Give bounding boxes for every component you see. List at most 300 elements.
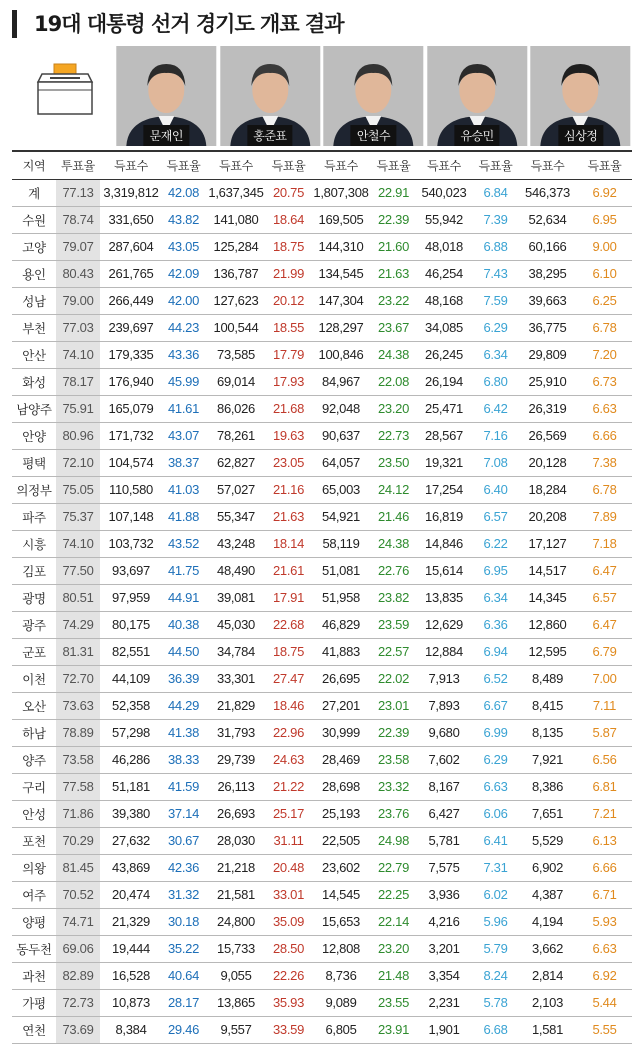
table-cell: 80.96 — [56, 422, 100, 449]
table-cell: 15,653 — [310, 908, 372, 935]
table-cell: 52,358 — [100, 692, 162, 719]
table-cell: 8,415 — [518, 692, 577, 719]
table-cell: 58,119 — [310, 530, 372, 557]
table-cell: 35.22 — [162, 935, 205, 962]
table-row — [12, 611, 632, 638]
table-cell: 81.45 — [56, 854, 100, 881]
table-cell: 46,829 — [310, 611, 372, 638]
table-cell: 42.09 — [162, 260, 205, 287]
table-cell: 41.75 — [162, 557, 205, 584]
table-cell: 1,901 — [415, 1016, 473, 1043]
table-row — [12, 719, 632, 746]
table-cell: 75.37 — [56, 503, 100, 530]
table-row — [12, 260, 632, 287]
table-cell: 86,026 — [205, 395, 267, 422]
table-cell: 2,814 — [518, 962, 577, 989]
table-cell: 77.58 — [56, 773, 100, 800]
table-cell: 48,018 — [415, 233, 473, 260]
table-cell: 6.92 — [577, 962, 632, 989]
table-row — [12, 530, 632, 557]
table-cell: 39,380 — [100, 800, 162, 827]
table-row — [12, 341, 632, 368]
table-row — [12, 665, 632, 692]
table-cell: 51,958 — [310, 584, 372, 611]
region-cell: 계 — [12, 179, 56, 206]
column-header: 득표율 — [162, 151, 205, 179]
table-cell: 171,732 — [100, 422, 162, 449]
table-cell: 18.46 — [267, 692, 310, 719]
table-cell: 18.64 — [267, 206, 310, 233]
region-cell: 과천 — [12, 962, 56, 989]
table-cell: 82,551 — [100, 638, 162, 665]
table-cell: 110,580 — [100, 476, 162, 503]
table-cell: 23.58 — [372, 746, 415, 773]
table-cell: 141,080 — [205, 206, 267, 233]
table-cell: 21.16 — [267, 476, 310, 503]
table-cell: 90,637 — [310, 422, 372, 449]
table-cell: 7.18 — [577, 530, 632, 557]
table-cell: 6.25 — [577, 287, 632, 314]
table-cell: 540,023 — [415, 179, 473, 206]
table-cell: 6.36 — [473, 611, 518, 638]
table-cell: 3,354 — [415, 962, 473, 989]
table-cell: 287,604 — [100, 233, 162, 260]
table-cell: 39,663 — [518, 287, 577, 314]
table-cell: 12,595 — [518, 638, 577, 665]
table-cell: 6.92 — [577, 179, 632, 206]
table-cell: 7,575 — [415, 854, 473, 881]
table-cell: 165,079 — [100, 395, 162, 422]
table-cell: 6.78 — [577, 314, 632, 341]
table-cell: 6.29 — [473, 746, 518, 773]
table-cell: 27.47 — [267, 665, 310, 692]
table-cell: 104,574 — [100, 449, 162, 476]
table-row — [12, 233, 632, 260]
table-cell: 7.20 — [577, 341, 632, 368]
table-cell: 23.50 — [372, 449, 415, 476]
table-cell: 23.20 — [372, 935, 415, 962]
candidate-name-label: 유승민 — [454, 125, 499, 146]
table-cell: 6.73 — [577, 368, 632, 395]
column-header: 투표율 — [56, 151, 100, 179]
table-cell: 75.05 — [56, 476, 100, 503]
table-cell: 14,517 — [518, 557, 577, 584]
table-cell: 1,581 — [518, 1016, 577, 1043]
table-cell: 6.06 — [473, 800, 518, 827]
table-cell: 23.82 — [372, 584, 415, 611]
table-cell: 29,809 — [518, 341, 577, 368]
table-row — [12, 422, 632, 449]
table-cell: 23.55 — [372, 989, 415, 1016]
table-cell: 6.63 — [577, 935, 632, 962]
table-cell: 74.71 — [56, 908, 100, 935]
table-cell: 12,629 — [415, 611, 473, 638]
table-cell: 5.79 — [473, 935, 518, 962]
table-row — [12, 449, 632, 476]
table-cell: 7.59 — [473, 287, 518, 314]
table-cell: 30.67 — [162, 827, 205, 854]
table-cell: 18,284 — [518, 476, 577, 503]
table-cell: 31.32 — [162, 881, 205, 908]
page-title: 19대 대통령 선거 경기도 개표 결과 — [34, 12, 344, 36]
table-cell: 26,569 — [518, 422, 577, 449]
candidate-header — [12, 44, 632, 148]
table-cell: 37.14 — [162, 800, 205, 827]
table-body — [12, 179, 632, 1043]
table-cell: 43.05 — [162, 233, 205, 260]
table-cell: 22.26 — [267, 962, 310, 989]
table-cell: 7,651 — [518, 800, 577, 827]
table-cell: 5.96 — [473, 908, 518, 935]
table-row — [12, 800, 632, 827]
table-row — [12, 827, 632, 854]
table-cell: 72.70 — [56, 665, 100, 692]
table-cell: 136,787 — [205, 260, 267, 287]
table-cell: 39,081 — [205, 584, 267, 611]
table-cell: 6.57 — [577, 584, 632, 611]
table-cell: 35.09 — [267, 908, 310, 935]
table-cell: 261,765 — [100, 260, 162, 287]
table-cell: 546,373 — [518, 179, 577, 206]
table-cell: 2,103 — [518, 989, 577, 1016]
table-header-row — [12, 151, 632, 179]
table-cell: 38.33 — [162, 746, 205, 773]
table-cell: 22.68 — [267, 611, 310, 638]
table-cell: 41.38 — [162, 719, 205, 746]
table-cell: 26,245 — [415, 341, 473, 368]
table-cell: 5.78 — [473, 989, 518, 1016]
table-cell: 45,030 — [205, 611, 267, 638]
table-cell: 6.66 — [577, 854, 632, 881]
table-cell: 41.88 — [162, 503, 205, 530]
table-cell: 7.21 — [577, 800, 632, 827]
table-cell: 6.34 — [473, 341, 518, 368]
region-cell: 화성 — [12, 368, 56, 395]
table-cell: 21.63 — [267, 503, 310, 530]
table-cell: 3,201 — [415, 935, 473, 962]
candidate-list — [114, 44, 632, 148]
table-cell: 48,490 — [205, 557, 267, 584]
table-cell: 48,168 — [415, 287, 473, 314]
table-row — [12, 314, 632, 341]
table-cell: 44.29 — [162, 692, 205, 719]
table-cell: 16,528 — [100, 962, 162, 989]
table-cell: 74.10 — [56, 530, 100, 557]
table-cell: 17.79 — [267, 341, 310, 368]
table-cell: 43,248 — [205, 530, 267, 557]
table-cell: 3,319,812 — [100, 179, 162, 206]
table-cell: 6.41 — [473, 827, 518, 854]
table-cell: 43,869 — [100, 854, 162, 881]
region-cell: 부천 — [12, 314, 56, 341]
candidate-sim — [528, 44, 632, 148]
table-row — [12, 368, 632, 395]
table-cell: 74.29 — [56, 611, 100, 638]
table-cell: 8,384 — [100, 1016, 162, 1043]
table-cell: 21.46 — [372, 503, 415, 530]
table-cell: 77.03 — [56, 314, 100, 341]
table-cell: 35.93 — [267, 989, 310, 1016]
table-cell: 62,827 — [205, 449, 267, 476]
table-cell: 22.96 — [267, 719, 310, 746]
table-cell: 23,602 — [310, 854, 372, 881]
table-cell: 57,027 — [205, 476, 267, 503]
table-cell: 30.18 — [162, 908, 205, 935]
region-cell: 양주 — [12, 746, 56, 773]
table-cell: 5,781 — [415, 827, 473, 854]
table-cell: 80.51 — [56, 584, 100, 611]
table-cell: 46,286 — [100, 746, 162, 773]
table-row — [12, 692, 632, 719]
table-row — [12, 287, 632, 314]
table-cell: 6.63 — [577, 395, 632, 422]
table-cell: 17,254 — [415, 476, 473, 503]
table-cell: 6.02 — [473, 881, 518, 908]
table-cell: 128,297 — [310, 314, 372, 341]
table-cell: 25,193 — [310, 800, 372, 827]
column-header: 득표율 — [577, 151, 632, 179]
table-cell: 147,304 — [310, 287, 372, 314]
table-cell: 8.24 — [473, 962, 518, 989]
table-cell: 9,089 — [310, 989, 372, 1016]
table-cell: 40.38 — [162, 611, 205, 638]
table-cell: 24.98 — [372, 827, 415, 854]
region-cell: 광명 — [12, 584, 56, 611]
table-cell: 44,109 — [100, 665, 162, 692]
region-cell: 평택 — [12, 449, 56, 476]
table-cell: 29,739 — [205, 746, 267, 773]
table-cell: 78.89 — [56, 719, 100, 746]
table-cell: 22.57 — [372, 638, 415, 665]
table-cell: 72.73 — [56, 989, 100, 1016]
table-row — [12, 584, 632, 611]
table-cell: 21.63 — [372, 260, 415, 287]
table-cell: 73.69 — [56, 1016, 100, 1043]
table-cell: 6.68 — [473, 1016, 518, 1043]
table-cell: 22.79 — [372, 854, 415, 881]
table-cell: 23.01 — [372, 692, 415, 719]
region-cell: 여주 — [12, 881, 56, 908]
table-cell: 18.14 — [267, 530, 310, 557]
table-cell: 26,693 — [205, 800, 267, 827]
table-cell: 44.23 — [162, 314, 205, 341]
table-row — [12, 395, 632, 422]
region-cell: 안성 — [12, 800, 56, 827]
region-cell: 시흥 — [12, 530, 56, 557]
table-cell: 42.36 — [162, 854, 205, 881]
table-cell: 18.75 — [267, 233, 310, 260]
table-cell: 5.55 — [577, 1016, 632, 1043]
region-cell: 남양주 — [12, 395, 56, 422]
candidate-name-label: 문재인 — [144, 125, 189, 146]
table-cell: 6.22 — [473, 530, 518, 557]
table-cell: 12,808 — [310, 935, 372, 962]
table-cell: 6.94 — [473, 638, 518, 665]
table-cell: 43.52 — [162, 530, 205, 557]
table-cell: 17,127 — [518, 530, 577, 557]
table-cell: 5.93 — [577, 908, 632, 935]
table-cell: 9.00 — [577, 233, 632, 260]
table-cell: 5.87 — [577, 719, 632, 746]
table-cell: 38,295 — [518, 260, 577, 287]
table-cell: 21.48 — [372, 962, 415, 989]
table-cell: 100,544 — [205, 314, 267, 341]
table-cell: 41.61 — [162, 395, 205, 422]
table-cell: 20,208 — [518, 503, 577, 530]
table-cell: 10,873 — [100, 989, 162, 1016]
column-header: 득표율 — [267, 151, 310, 179]
table-cell: 7,913 — [415, 665, 473, 692]
table-cell: 60,166 — [518, 233, 577, 260]
ballot-box-icon — [34, 60, 96, 116]
table-cell: 22.25 — [372, 881, 415, 908]
table-cell: 44.50 — [162, 638, 205, 665]
table-cell: 169,505 — [310, 206, 372, 233]
region-cell: 의정부 — [12, 476, 56, 503]
table-cell: 6.67 — [473, 692, 518, 719]
table-cell: 6.10 — [577, 260, 632, 287]
table-cell: 93,697 — [100, 557, 162, 584]
table-cell: 54,921 — [310, 503, 372, 530]
table-cell: 27,201 — [310, 692, 372, 719]
table-cell: 7,602 — [415, 746, 473, 773]
table-cell: 25,471 — [415, 395, 473, 422]
table-cell: 33.59 — [267, 1016, 310, 1043]
table-cell: 21,829 — [205, 692, 267, 719]
table-cell: 23.91 — [372, 1016, 415, 1043]
region-cell: 광주 — [12, 611, 56, 638]
table-cell: 22.91 — [372, 179, 415, 206]
table-row — [12, 206, 632, 233]
table-cell: 51,181 — [100, 773, 162, 800]
table-cell: 75.91 — [56, 395, 100, 422]
region-cell: 하남 — [12, 719, 56, 746]
table-cell: 13,835 — [415, 584, 473, 611]
table-row — [12, 557, 632, 584]
table-cell: 97,959 — [100, 584, 162, 611]
table-cell: 73,585 — [205, 341, 267, 368]
table-cell: 51,081 — [310, 557, 372, 584]
results-table — [12, 150, 632, 1044]
candidate-name-label: 안철수 — [351, 125, 396, 146]
table-cell: 23.20 — [372, 395, 415, 422]
column-header: 득표수 — [415, 151, 473, 179]
table-cell: 22.08 — [372, 368, 415, 395]
table-row — [12, 881, 632, 908]
table-cell: 19,321 — [415, 449, 473, 476]
table-cell: 21.22 — [267, 773, 310, 800]
table-cell: 14,846 — [415, 530, 473, 557]
table-cell: 72.10 — [56, 449, 100, 476]
table-cell: 21,218 — [205, 854, 267, 881]
table-cell: 9,680 — [415, 719, 473, 746]
table-row — [12, 989, 632, 1016]
table-cell: 6,902 — [518, 854, 577, 881]
table-cell: 34,784 — [205, 638, 267, 665]
table-cell: 4,216 — [415, 908, 473, 935]
table-cell: 1,637,345 — [205, 179, 267, 206]
table-cell: 70.52 — [56, 881, 100, 908]
table-row-total — [12, 179, 632, 206]
table-cell: 12,884 — [415, 638, 473, 665]
table-cell: 6.88 — [473, 233, 518, 260]
column-header: 득표율 — [473, 151, 518, 179]
table-row — [12, 773, 632, 800]
table-cell: 6.56 — [577, 746, 632, 773]
table-cell: 6.42 — [473, 395, 518, 422]
table-cell: 6.79 — [577, 638, 632, 665]
title-accent-bar — [12, 10, 17, 38]
table-cell: 42.08 — [162, 179, 205, 206]
table-cell: 43.82 — [162, 206, 205, 233]
table-cell: 57,298 — [100, 719, 162, 746]
table-cell: 52,634 — [518, 206, 577, 233]
table-cell: 1,807,308 — [310, 179, 372, 206]
table-cell: 6.34 — [473, 584, 518, 611]
table-cell: 6.80 — [473, 368, 518, 395]
table-cell: 43.36 — [162, 341, 205, 368]
table-cell: 45.99 — [162, 368, 205, 395]
table-cell: 73.63 — [56, 692, 100, 719]
table-cell: 6.47 — [577, 611, 632, 638]
table-cell: 70.29 — [56, 827, 100, 854]
column-header: 득표수 — [310, 151, 372, 179]
table-row — [12, 854, 632, 881]
table-cell: 18.75 — [267, 638, 310, 665]
table-cell: 22.14 — [372, 908, 415, 935]
table-cell: 26,695 — [310, 665, 372, 692]
region-cell: 고양 — [12, 233, 56, 260]
region-cell: 군포 — [12, 638, 56, 665]
table-cell: 41.59 — [162, 773, 205, 800]
table-cell: 33.01 — [267, 881, 310, 908]
table-cell: 8,736 — [310, 962, 372, 989]
region-cell: 안양 — [12, 422, 56, 449]
table-cell: 22.02 — [372, 665, 415, 692]
table-cell: 42.00 — [162, 287, 205, 314]
table-cell: 79.07 — [56, 233, 100, 260]
table-cell: 21.99 — [267, 260, 310, 287]
table-cell: 3,936 — [415, 881, 473, 908]
table-row — [12, 908, 632, 935]
page-title-area — [0, 0, 640, 46]
table-cell: 20.48 — [267, 854, 310, 881]
table-cell: 24.38 — [372, 530, 415, 557]
table-cell: 6.95 — [577, 206, 632, 233]
table-cell: 23.67 — [372, 314, 415, 341]
table-cell: 20,474 — [100, 881, 162, 908]
candidate-hong — [218, 44, 322, 148]
column-header: 득표수 — [205, 151, 267, 179]
table-cell: 29.46 — [162, 1016, 205, 1043]
table-cell: 25,910 — [518, 368, 577, 395]
table-cell: 28,030 — [205, 827, 267, 854]
region-cell: 의왕 — [12, 854, 56, 881]
table-cell: 64,057 — [310, 449, 372, 476]
table-cell: 13,865 — [205, 989, 267, 1016]
table-cell: 7.43 — [473, 260, 518, 287]
table-cell: 15,733 — [205, 935, 267, 962]
table-cell: 21.68 — [267, 395, 310, 422]
table-cell: 20,128 — [518, 449, 577, 476]
table-cell: 69,014 — [205, 368, 267, 395]
table-cell: 33,301 — [205, 665, 267, 692]
table-cell: 4,387 — [518, 881, 577, 908]
table-cell: 7.89 — [577, 503, 632, 530]
table-cell: 80,175 — [100, 611, 162, 638]
table-cell: 22.39 — [372, 206, 415, 233]
table-cell: 7.39 — [473, 206, 518, 233]
